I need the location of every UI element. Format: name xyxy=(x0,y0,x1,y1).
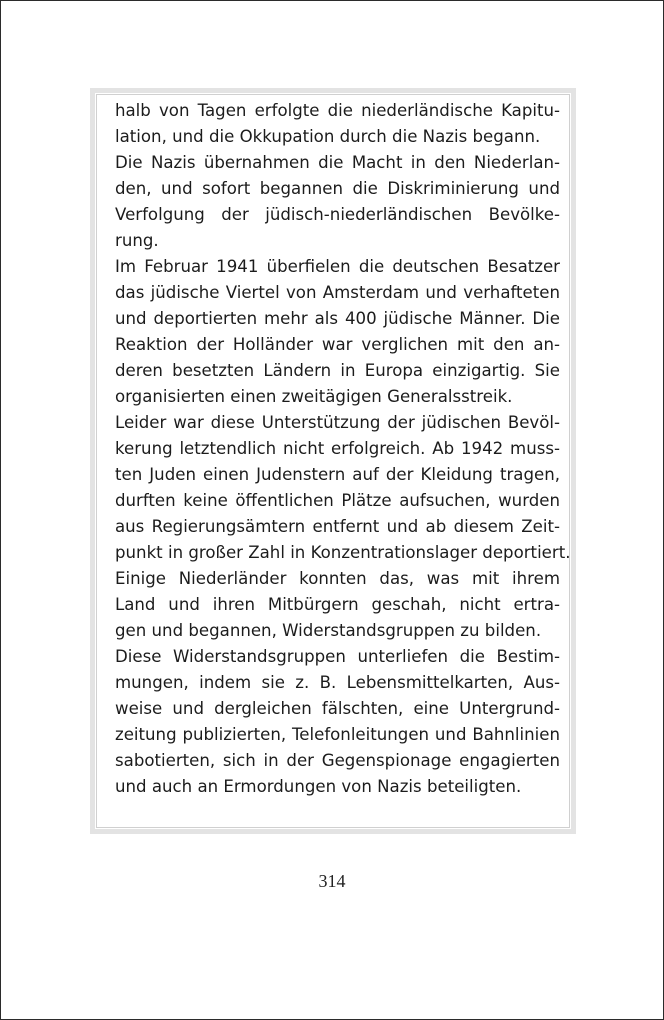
text-line: Land und ihren Mitbürgern geschah, nicht ertra- xyxy=(115,595,560,614)
text-line: Im Februar 1941 überfielen die deutschen Besatzer xyxy=(115,257,560,276)
text-line: Reaktion der Holländer war verglichen mit den an- xyxy=(115,335,560,354)
text-line: Leider war diese Unterstützung der jüdischen Bevöl- xyxy=(115,413,560,432)
text-line: punkt in großer Zahl in Konzentrationslager deportiert. xyxy=(115,543,571,562)
text-line: ten Juden einen Judenstern auf der Kleidung tragen, xyxy=(115,465,560,484)
text-line: sabotierten, sich in der Gegenspionage engagierten xyxy=(115,751,560,770)
body-text xyxy=(115,98,571,800)
page-number: 314 xyxy=(318,871,346,891)
text-line: durften keine öffentlichen Plätze aufsuchen, wurden xyxy=(115,491,560,510)
text-line: lation, und die Okkupation durch die Nazis begann. xyxy=(115,127,541,146)
text-line: und auch an Ermordungen von Nazis beteiligten. xyxy=(115,777,522,796)
text-line: gen und begannen, Widerstandsgruppen zu bilden. xyxy=(115,621,542,640)
text-line: Verfolgung der jüdisch-niederländischen Bevölke- xyxy=(115,205,560,224)
text-line: weise und dergleichen fälschten, eine Untergrund- xyxy=(115,699,560,718)
text-line: den, und sofort begannen die Diskriminierung und xyxy=(115,179,560,198)
text-line: das jüdische Viertel von Amsterdam und verhafteten xyxy=(115,283,560,302)
text-line: Einige Niederländer konnten das, was mit ihrem xyxy=(115,569,560,588)
text-line: Die Nazis übernahmen die Macht in den Niederlan- xyxy=(115,153,560,172)
text-line: organisierten einen zweitägigen Generalsstreik. xyxy=(115,387,513,406)
text-line: zeitung publizierten, Telefonleitungen und Bahnlinien xyxy=(115,725,560,744)
text-line: mungen, indem sie z. B. Lebensmittelkarten, Aus- xyxy=(115,673,560,692)
text-line: halb von Tagen erfolgte die niederländische Kapitu- xyxy=(115,101,560,120)
text-line: Diese Widerstandsgruppen unterliefen die Bestim- xyxy=(115,647,560,666)
text-line: aus Regierungsämtern entfernt und ab diesem Zeit- xyxy=(115,517,560,536)
text-line: und deportierten mehr als 400 jüdische Männer. Die xyxy=(115,309,560,328)
text-line: rung. xyxy=(115,231,159,250)
text-line: deren besetzten Ländern in Europa einzigartig. Sie xyxy=(115,361,560,380)
text-line: kerung letztendlich nicht erfolgreich. Ab 1942 muss- xyxy=(115,439,560,458)
